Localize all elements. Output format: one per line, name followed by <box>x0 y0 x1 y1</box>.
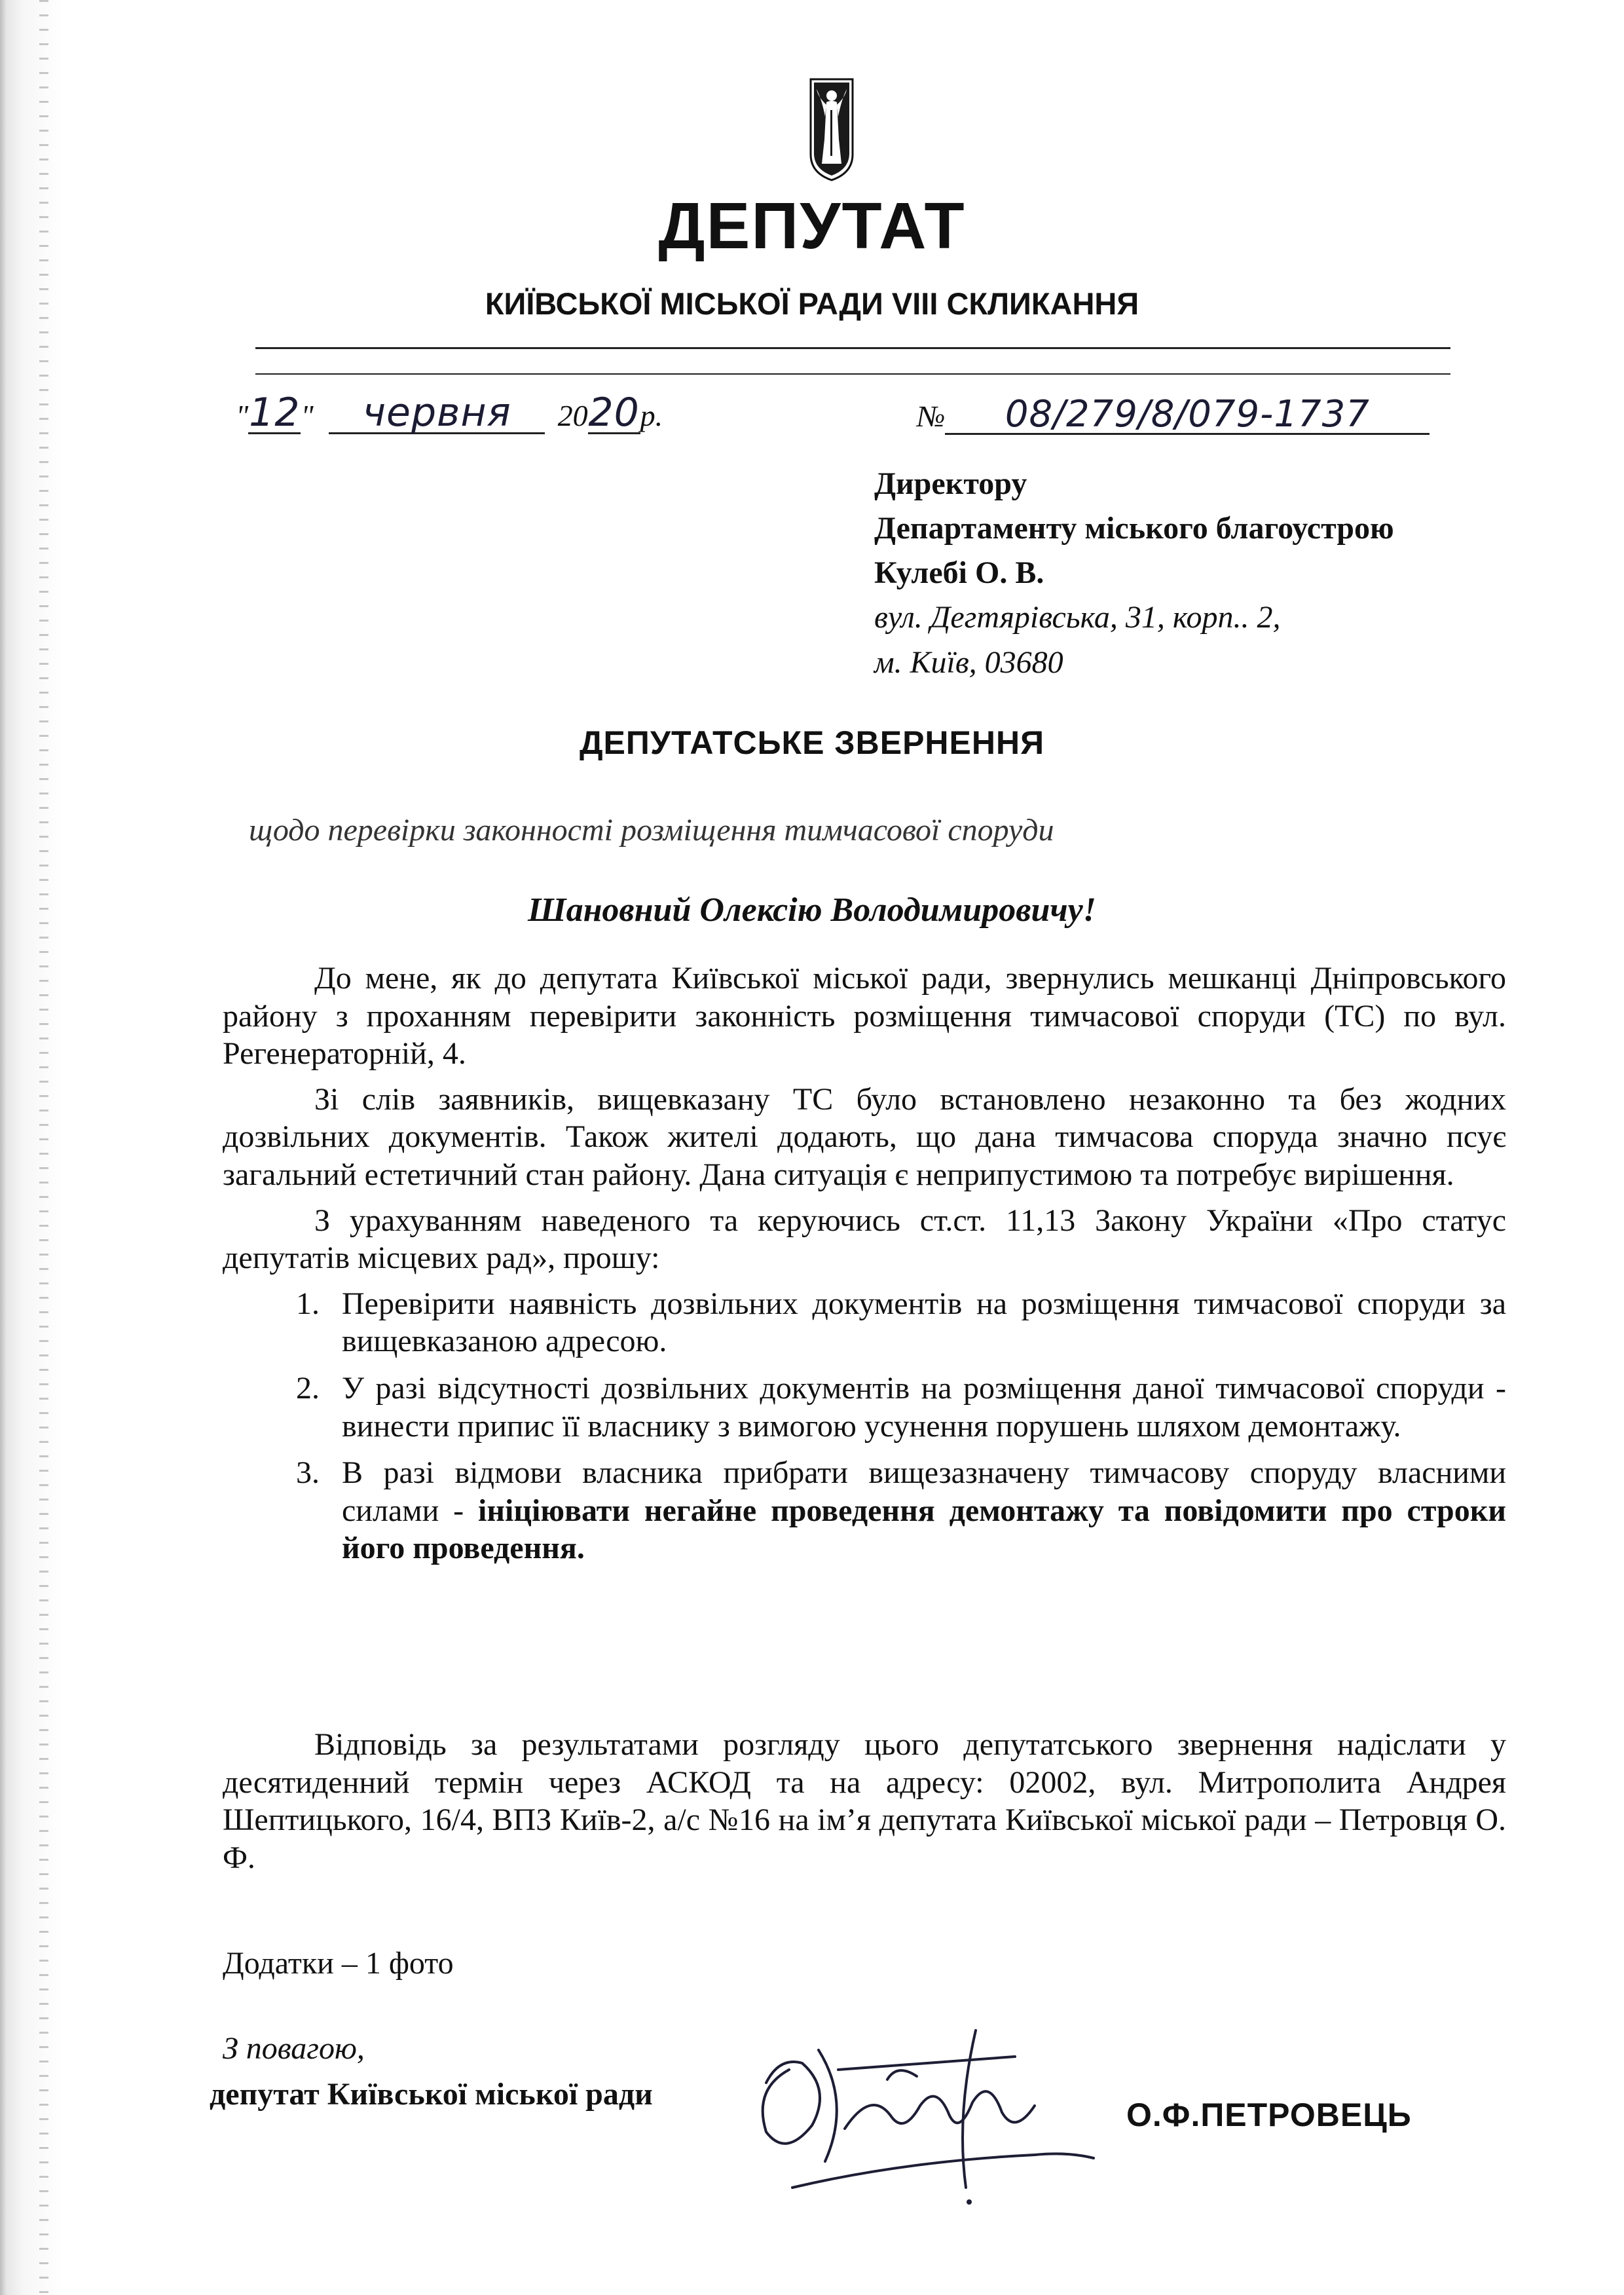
date-year-suffix: 20 <box>588 390 640 436</box>
letterhead-rule-bottom <box>255 373 1450 375</box>
addressee-city: м. Київ, 03680 <box>874 644 1063 680</box>
document-title: ДЕПУТАТСЬКЕ ЗВЕРНЕННЯ <box>579 724 1045 761</box>
addressee-name: Кулебі О. В. <box>874 555 1044 591</box>
addressee-block <box>874 462 1394 685</box>
reply-instructions: Відповідь за результатами розгляду цього депутатського звернення надіслати у десятиденний термін через АСКОД та на адресу: 02002, вул. Митрополита Андрея Шептицького, 16/4, ВПЗ Київ-2, а/с №16 на ім’я депутата Київської міської ради – Петровця О. Ф. <box>223 1727 1506 1875</box>
registration-number <box>917 393 1430 436</box>
greeting: Шановний Олексію Володимировичу! <box>528 891 1096 929</box>
scan-edge-marks <box>39 0 48 2295</box>
request-item <box>327 1285 1506 1360</box>
scan-edge-shadow <box>0 0 62 2295</box>
date-line <box>236 390 663 436</box>
date-close-quote: " <box>301 399 314 432</box>
letterhead-subtitle: КИЇВСЬКОЇ МІСЬКОЇ РАДИ VIII СКЛИКАННЯ <box>485 286 1139 321</box>
letterhead-rule-top <box>255 347 1450 349</box>
addressee-street: вул. Дегтярівська, 31, корп.. 2, <box>874 600 1281 635</box>
request-list <box>223 1285 1506 1567</box>
letterhead-title: ДЕПУТАТ <box>658 189 966 263</box>
date-year-prefix: 20 <box>557 399 588 432</box>
body-paragraph: До мене, як до депутата Київської міської ради, звернулись мешканці Дніпровського району з проханням перевірити законність розміщення тимчасової споруди (ТС) по вул. Регенераторній, 4. <box>223 961 1506 1072</box>
attachments-note: Додатки – 1 фото <box>223 1946 454 1981</box>
request-item <box>327 1370 1506 1445</box>
date-open-quote: " <box>236 399 249 432</box>
addressee-department: Департаменту міського благоустрою <box>874 511 1394 546</box>
request-item <box>327 1454 1506 1567</box>
addressee-position: Директору <box>874 466 1027 501</box>
request-emphasis: ініціювати негайне проведення демонтажу та повідомити про строки його проведення. <box>342 1493 1507 1566</box>
registration-value: 08/279/8/079-1737 <box>945 396 1430 435</box>
body-paragraph: Зі слів заявників, вищевказану ТС було встановлено незаконно та без жодних дозвільних документів. Також жителі додають, що дана тимчасова споруда значно псує загальний естетичний стан району. Дана ситуація є неприпустимою та потребує вирішення. <box>223 1081 1506 1192</box>
reply-instructions-block <box>223 1726 1506 1876</box>
request-text: В разі відмови власника прибрати вищезазначену тимчасову споруду власними силами - <box>342 1455 1506 1528</box>
request-text: У разі відсутності дозвільних документів на розміщення даної тимчасової споруди - винести припис її власнику з вимогою усунення порушень шляхом демонтажу. <box>342 1370 1506 1444</box>
date-month: червня <box>329 393 545 434</box>
body-paragraph: З урахуванням наведеного та керуючись ст.ст. 11,13 Закону України «Про статус депутатів місцевих рад», прошу: <box>223 1203 1506 1276</box>
registration-label: № <box>917 400 946 433</box>
kyiv-emblem-icon <box>809 77 855 182</box>
signer-role: депутат Київської міської ради <box>210 2077 653 2112</box>
handwritten-signature <box>740 1991 1107 2214</box>
letter-body <box>223 960 1506 1577</box>
document-topic: щодо перевірки законності розміщення тимчасової споруди <box>249 813 1054 848</box>
date-day: 12 <box>249 390 301 436</box>
date-year-unit: р. <box>640 399 663 432</box>
request-text: Перевірити наявність дозвільних документів на розміщення тимчасової споруди за вищевказаною адресою. <box>342 1286 1506 1359</box>
signer-name: О.Ф.ПЕТРОВЕЦЬ <box>1126 2097 1412 2133</box>
closing-regards: З повагою, <box>223 2031 365 2066</box>
